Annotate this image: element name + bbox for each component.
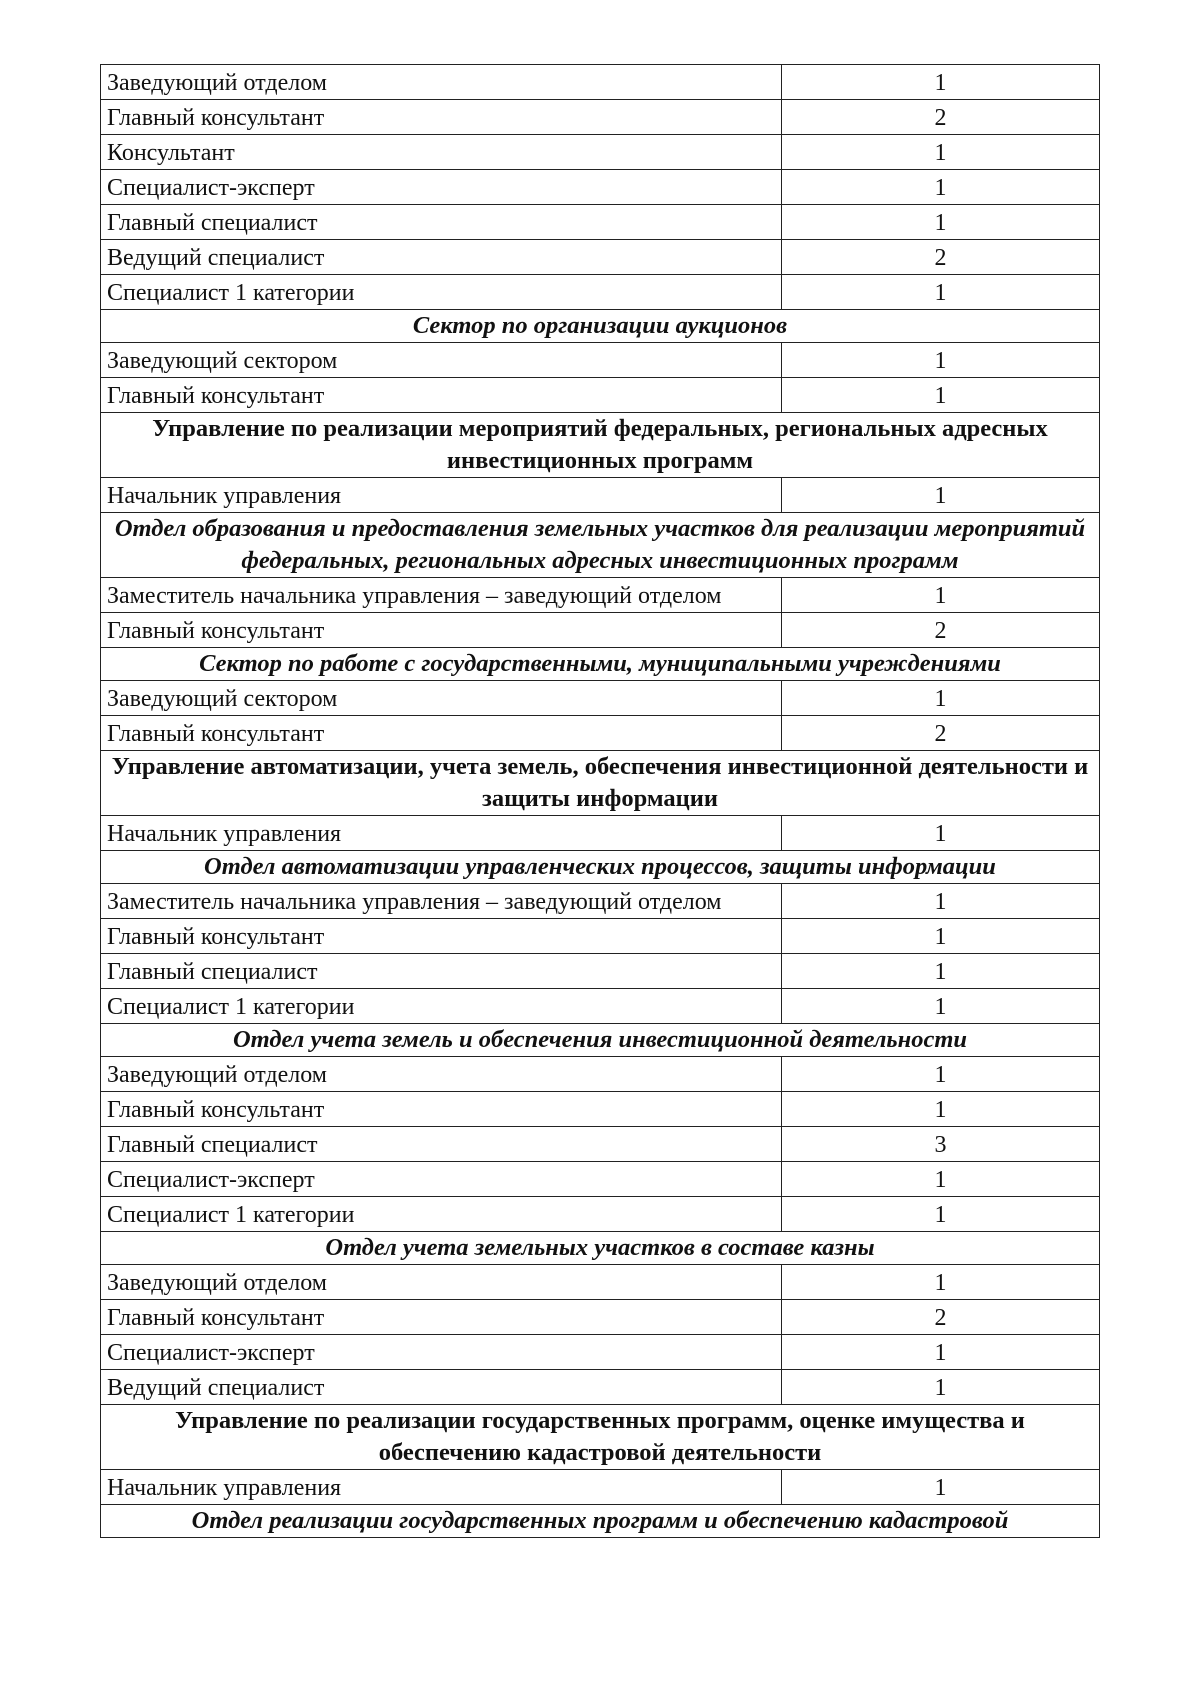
- position-row: [101, 816, 1100, 851]
- position-title: Главный консультант: [101, 100, 782, 135]
- section-header-row: [101, 1024, 1100, 1057]
- section-header-row: [101, 1232, 1100, 1265]
- position-row: [101, 716, 1100, 751]
- position-row: [101, 240, 1100, 275]
- position-title: Специалист-эксперт: [101, 1335, 782, 1370]
- department-header-row: [101, 751, 1100, 816]
- section-title: Сектор по работе с государственными, муниципальными учреждениями: [101, 648, 1100, 681]
- position-title: Главный консультант: [101, 378, 782, 413]
- position-count: 1: [782, 1092, 1100, 1127]
- section-header-row: [101, 648, 1100, 681]
- section-title: Отдел учета земель и обеспечения инвестиционной деятельности: [101, 1024, 1100, 1057]
- position-count: 1: [782, 378, 1100, 413]
- position-title: Главный специалист: [101, 1127, 782, 1162]
- position-count: 1: [782, 170, 1100, 205]
- section-title: Отдел автоматизации управленческих процессов, защиты информации: [101, 851, 1100, 884]
- position-title: Заведующий сектором: [101, 343, 782, 378]
- position-count: 3: [782, 1127, 1100, 1162]
- position-row: [101, 1470, 1100, 1505]
- position-title: Главный специалист: [101, 205, 782, 240]
- position-title: Специалист-эксперт: [101, 1162, 782, 1197]
- position-title: Консультант: [101, 135, 782, 170]
- position-row: [101, 378, 1100, 413]
- position-row: [101, 1300, 1100, 1335]
- position-count: 1: [782, 681, 1100, 716]
- position-count: 1: [782, 275, 1100, 310]
- position-row: [101, 989, 1100, 1024]
- position-row: [101, 100, 1100, 135]
- position-row: [101, 1197, 1100, 1232]
- position-title: Начальник управления: [101, 1470, 782, 1505]
- position-count: 2: [782, 716, 1100, 751]
- position-count: 1: [782, 1057, 1100, 1092]
- position-title: Главный специалист: [101, 954, 782, 989]
- position-count: 1: [782, 135, 1100, 170]
- position-row: [101, 1370, 1100, 1405]
- staffing-table: [100, 64, 1100, 1538]
- position-count: 1: [782, 1470, 1100, 1505]
- position-row: [101, 1335, 1100, 1370]
- section-title: Управление по реализации государственных программ, оценке имущества и обеспечению кадастровой деятельности: [101, 1405, 1100, 1470]
- position-title: Главный консультант: [101, 1300, 782, 1335]
- section-title: Управление по реализации мероприятий федеральных, региональных адресных инвестиционных программ: [101, 413, 1100, 478]
- position-count: 1: [782, 816, 1100, 851]
- position-count: 1: [782, 1370, 1100, 1405]
- position-count: 2: [782, 100, 1100, 135]
- position-count: 2: [782, 1300, 1100, 1335]
- section-title: Управление автоматизации, учета земель, обеспечения инвестиционной деятельности и защиты информации: [101, 751, 1100, 816]
- position-count: 1: [782, 989, 1100, 1024]
- section-header-row: [101, 1505, 1100, 1538]
- position-count: 1: [782, 1197, 1100, 1232]
- position-title: Заведующий отделом: [101, 1057, 782, 1092]
- position-title: Главный консультант: [101, 613, 782, 648]
- position-title: Начальник управления: [101, 478, 782, 513]
- section-header-row: [101, 513, 1100, 578]
- position-title: Специалист 1 категории: [101, 1197, 782, 1232]
- position-count: 1: [782, 954, 1100, 989]
- position-count: 1: [782, 919, 1100, 954]
- position-row: [101, 170, 1100, 205]
- position-title: Ведущий специалист: [101, 240, 782, 275]
- section-header-row: [101, 851, 1100, 884]
- position-row: [101, 1127, 1100, 1162]
- position-row: [101, 1265, 1100, 1300]
- staffing-table-body: [101, 65, 1100, 1538]
- position-row: [101, 205, 1100, 240]
- position-row: [101, 1092, 1100, 1127]
- position-title: Заместитель начальника управления – заведующий отделом: [101, 578, 782, 613]
- position-row: [101, 343, 1100, 378]
- department-header-row: [101, 413, 1100, 478]
- section-header-row: [101, 310, 1100, 343]
- position-count: 1: [782, 884, 1100, 919]
- position-row: [101, 681, 1100, 716]
- position-title: Главный консультант: [101, 716, 782, 751]
- position-count: 1: [782, 65, 1100, 100]
- position-row: [101, 65, 1100, 100]
- section-title: Отдел реализации государственных программ и обеспечению кадастровой: [101, 1505, 1100, 1538]
- position-row: [101, 275, 1100, 310]
- position-row: [101, 954, 1100, 989]
- position-title: Заведующий отделом: [101, 1265, 782, 1300]
- position-row: [101, 919, 1100, 954]
- position-count: 1: [782, 205, 1100, 240]
- department-header-row: [101, 1405, 1100, 1470]
- position-count: 1: [782, 478, 1100, 513]
- position-count: 2: [782, 613, 1100, 648]
- position-count: 1: [782, 578, 1100, 613]
- position-count: 1: [782, 1162, 1100, 1197]
- position-count: 2: [782, 240, 1100, 275]
- position-title: Заведующий сектором: [101, 681, 782, 716]
- position-row: [101, 135, 1100, 170]
- position-title: Заместитель начальника управления – заведующий отделом: [101, 884, 782, 919]
- position-title: Главный консультант: [101, 1092, 782, 1127]
- position-title: Заведующий отделом: [101, 65, 782, 100]
- position-row: [101, 1057, 1100, 1092]
- position-count: 1: [782, 1265, 1100, 1300]
- position-row: [101, 478, 1100, 513]
- position-row: [101, 884, 1100, 919]
- position-title: Специалист 1 категории: [101, 275, 782, 310]
- position-count: 1: [782, 1335, 1100, 1370]
- position-row: [101, 1162, 1100, 1197]
- position-row: [101, 613, 1100, 648]
- position-title: Специалист 1 категории: [101, 989, 782, 1024]
- position-title: Ведущий специалист: [101, 1370, 782, 1405]
- position-title: Специалист-эксперт: [101, 170, 782, 205]
- position-row: [101, 578, 1100, 613]
- position-title: Главный консультант: [101, 919, 782, 954]
- section-title: Сектор по организации аукционов: [101, 310, 1100, 343]
- section-title: Отдел учета земельных участков в составе казны: [101, 1232, 1100, 1265]
- section-title: Отдел образования и предоставления земельных участков для реализации мероприятий федеральных, региональных адресных инвестиционных программ: [101, 513, 1100, 578]
- position-title: Начальник управления: [101, 816, 782, 851]
- position-count: 1: [782, 343, 1100, 378]
